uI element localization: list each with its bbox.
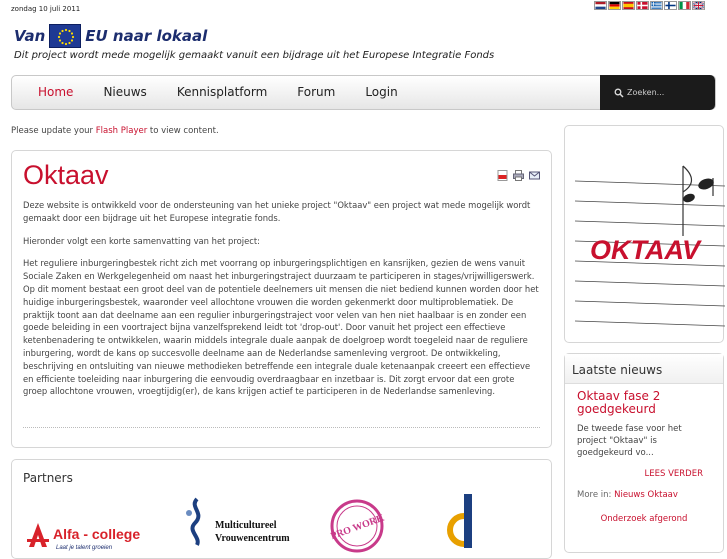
read-more-link[interactable]: LEES VERDER bbox=[644, 469, 703, 479]
print-icon[interactable] bbox=[513, 170, 524, 181]
next-news-link[interactable]: Onderzoek afgerond bbox=[600, 514, 688, 524]
oktaav-side-image bbox=[564, 125, 724, 343]
flag-dk-icon[interactable] bbox=[636, 1, 649, 10]
article-divider bbox=[23, 427, 540, 428]
oktaav-image-text: OKTAAV bbox=[590, 235, 700, 265]
article-tools bbox=[497, 170, 540, 181]
flag-fi-icon[interactable] bbox=[664, 1, 677, 10]
alfa-college-text: Alfa - college bbox=[53, 526, 141, 542]
alfa-college-slogan: Laat je talent groeien bbox=[56, 545, 113, 551]
flash-notice-suffix: to view content. bbox=[147, 126, 219, 136]
flag-uk-icon[interactable] bbox=[692, 1, 705, 10]
language-flags bbox=[594, 1, 705, 10]
latest-news-title: Laatste nieuws bbox=[565, 354, 723, 384]
flag-it-icon[interactable] bbox=[678, 1, 691, 10]
flash-notice-text: Please update your bbox=[11, 126, 96, 136]
article-title: Oktaav bbox=[23, 160, 109, 190]
latest-news-panel bbox=[564, 353, 724, 553]
flag-de-icon[interactable] bbox=[608, 1, 621, 10]
mvc-line2-text: Vrouwencentrum bbox=[215, 533, 290, 544]
more-in-line bbox=[565, 479, 723, 500]
flag-es-icon[interactable] bbox=[622, 1, 635, 10]
flash-player-link[interactable]: Flash Player bbox=[95, 126, 148, 136]
site-tagline: Dit project wordt mede mogelijk gemaakt vanuit een bijdrage uit het Europese Integratie Fonds bbox=[14, 50, 495, 61]
prowork-text: PRO WORK bbox=[329, 512, 386, 543]
mvc-line1-text: Multicultureel bbox=[215, 520, 277, 531]
more-in-category-link[interactable]: Nieuws Oktaav bbox=[614, 490, 678, 500]
search-icon[interactable] bbox=[614, 88, 624, 98]
logo-word-right: EU naar lokaal bbox=[85, 27, 208, 45]
article-paragraph: Hieronder volgt een korte samenvatting van het project: bbox=[23, 235, 260, 246]
news-item-title[interactable]: Oktaav fase 2 goedgekeurd bbox=[577, 389, 661, 416]
site-logo[interactable] bbox=[14, 22, 207, 50]
article-paragraph: Het reguliere inburgeringbestek richt zich met voorrang op inburgeringsplichtigen en kansrijken, gezien de wens vanuit Sociale Zaken en Werkgelegenheid om naast het inburgeringstraject duurzaam te participeren in stages/vrijwilligerswerk. Op dit moment bestaat een groot deel van de potentiele deelnemers uit mensen die niet bediend kunnen worden door het huidige inburgeringsbestek, waaronder veel allochtone vrouwen die worden gekenmerkt door multiproblematiek. De praktijk toont aan dat deelname aan een regulier inburgeringstraject voor velen van hen niet haalbaar is en zonder een goede beleiding in een voortraject bijna vanzelfsprekend leidt tot 'drop-out'. Door vanuit het project een effectieve ketenbenadering te ontwikkelen, waarin middels integrale duale aanpak de doelgroep wordt toegeleid naar de reguliere inburgering, wordt de kans op succesvolle deelname aan de Nederlandse samenleving vergroot. De ontwikkeling, beschrijving en ontsluiting van nieuwe methodieken betreffende een integrale duale ketenaanpak creeert een effectieve en efficiente toeleiding naar inburgering die eenvoudig overdraagbaar en inzetbaar is. Dit zorgt ervoor dat een grote groep allochtone vrouwen, vroegtijdig(er), de kans krijgen actief te participeren in de Nederlandse samenleving. bbox=[23, 258, 539, 397]
flag-nl-icon[interactable] bbox=[594, 1, 607, 10]
nav-item-login[interactable]: Login bbox=[365, 85, 398, 99]
oktaav-music-image bbox=[565, 126, 725, 344]
news-item-excerpt: De tweede fase voor het project "Oktaav" is goedgekeurd vo... bbox=[577, 424, 682, 458]
alfa-college-logo[interactable] bbox=[27, 517, 157, 553]
flag-gr-icon[interactable] bbox=[650, 1, 663, 10]
multicultureel-vrouwencentrum-logo[interactable] bbox=[177, 495, 327, 547]
nav-item-home[interactable]: Home bbox=[38, 85, 74, 99]
partners-panel bbox=[11, 459, 552, 559]
email-icon[interactable] bbox=[529, 170, 540, 181]
nav-item-forum[interactable]: Forum bbox=[297, 85, 336, 99]
prowork-logo[interactable] bbox=[327, 496, 387, 548]
more-in-label: More in: bbox=[577, 490, 615, 500]
main-navbar bbox=[11, 75, 716, 110]
article-panel bbox=[11, 150, 552, 448]
article-paragraph: Deze website is ontwikkeld voor de ondersteuning van het unieke project "Oktaav" een project wat mede mogelijk wordt gemaakt door een bijdrage uit het Europese integratie fonds. bbox=[23, 200, 531, 223]
date-label: zondag 10 juli 2011 bbox=[11, 5, 81, 13]
partners-title: Partners bbox=[23, 471, 73, 485]
flash-notice bbox=[11, 126, 219, 136]
pdf-icon[interactable] bbox=[497, 170, 508, 181]
nav-item-kennisplatform[interactable]: Kennisplatform bbox=[176, 85, 268, 99]
search-box bbox=[600, 75, 715, 110]
eu-flag-icon bbox=[49, 24, 81, 48]
partner-d-logo[interactable] bbox=[440, 494, 480, 548]
search-input[interactable] bbox=[627, 86, 711, 100]
logo-word-left: Van bbox=[14, 27, 46, 45]
nav-item-nieuws[interactable]: Nieuws bbox=[103, 85, 147, 99]
